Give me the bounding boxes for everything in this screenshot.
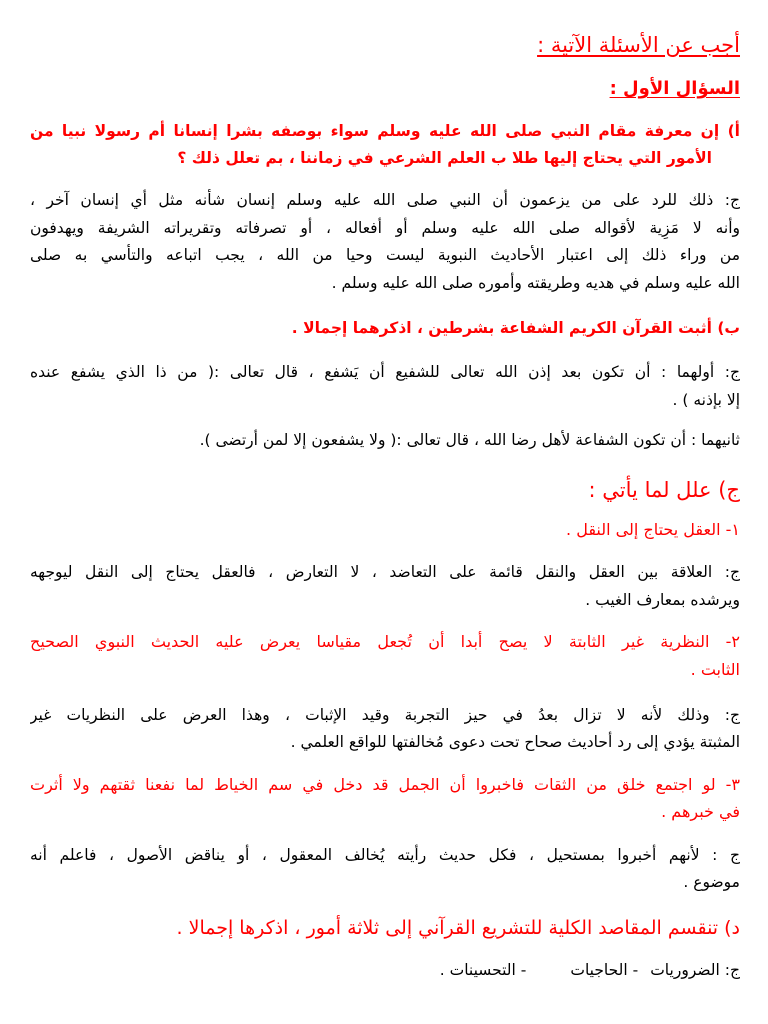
part-b-answer-line-2: إلا بإذنه ) . bbox=[672, 391, 740, 409]
question-1-title: السؤال الأول : bbox=[609, 78, 740, 99]
reason-2-prompt-line-2: الثابت . bbox=[690, 660, 740, 679]
part-b-question: ب) أثبت القرآن الكريم الشفاعة بشرطين ، اذكرهما إجمالا . bbox=[291, 319, 740, 337]
part-a-question-line-1: أ) إن معرفة مقام النبي صلى الله عليه وسلم سواء بوصفه بشرا إنسانا أم رسولا نبيا من bbox=[30, 122, 740, 140]
reason-1-answer-line-1: ج: العلاقة بين العقل والنقل قائمة على التعاضد ، لا التعارض ، فالعقل يحتاج إلى النقل ليوجهه bbox=[30, 563, 740, 581]
reason-3-answer-line-2: موضوع . bbox=[683, 873, 740, 891]
page-instruction-heading: أجب عن الأسئلة الآتية : bbox=[537, 33, 740, 57]
part-b-answer-line-1: ج: أولهما : أن تكون بعد إذن الله تعالى للشفيع أن يَشفع ، قال تعالى :( من ذا الذي يشفع عنده bbox=[30, 363, 740, 381]
part-a-answer-line-1: ج: ذلك للرد على من يزعمون أن النبي صلى الله عليه وسلم إنسان شأنه مثل أي إنسان آخر ، bbox=[30, 191, 740, 209]
part-a-answer-line-3: من وراء ذلك إلى اعتبار الأحاديث النبوية ليست وحيا من الله ، يجب اتباعه والتأسي به صلى bbox=[30, 246, 740, 264]
part-d-answer-item-2: - الحاجيات bbox=[570, 961, 639, 979]
part-d-answer-item-3: - التحسينات . bbox=[439, 961, 527, 979]
reason-3-prompt-line-1: ٣- لو اجتمع خلق من الثقات فاخبروا أن الجمل قد دخل في سم الخياط لما نفعنا ثقتهم ولا أثرت bbox=[30, 775, 740, 794]
reason-2-answer-line-1: ج: وذلك لأنه لا تزال بعدُ في حيز التجربة وقيد الإثبات ، وهذا العرض على النظريات غير bbox=[30, 706, 740, 724]
part-b-answer-line-3: ثانيهما : أن تكون الشفاعة لأهل رضا الله ، قال تعالى :( ولا يشفعون إلا لمن أرتضى ). bbox=[199, 431, 740, 449]
part-a-answer-line-4: الله عليه وسلم في هديه وطريقته وأموره صلى الله عليه وسلم . bbox=[331, 274, 740, 292]
part-d-question: د) تنقسم المقاصد الكلية للتشريع القرآني إلى ثلاثة أمور ، اذكرها إجمالا . bbox=[176, 917, 740, 939]
reason-3-prompt-line-2: في خبرهم . bbox=[661, 802, 740, 821]
part-d-answer-item-1: ج: الضروريات bbox=[650, 961, 740, 979]
reason-1-answer-line-2: ويرشده بمعارف الغيب . bbox=[585, 591, 740, 609]
part-a-answer-line-2: وأنه لا مَزِية لأقواله صلى الله عليه وسلم أو أفعاله ، أو تصرفاته وتقريراته الشريفة ويهدفون bbox=[30, 219, 740, 237]
part-d-answer bbox=[30, 957, 740, 983]
part-a-question-line-2: الأمور التي يحتاج إليها طلا ب العلم الشرعي في زماننا ، بم تعلل ذلك ؟ bbox=[177, 149, 712, 167]
reason-3-answer-line-1: ج : لأنهم أخبروا بمستحيل ، فكل حديث رأيته يُخالف المعقول ، أو يناقض الأصول ، فاعلم أنه bbox=[30, 846, 740, 864]
part-c-question: ج) علل لما يأتي : bbox=[588, 478, 740, 502]
reason-2-prompt-line-1: ٢- النظرية غير الثابتة لا يصح أبدا أن تُجعل مقياسا يعرض عليه الحديث النبوي الصحيح bbox=[30, 632, 740, 651]
reason-1-prompt-line-1: ١- العقل يحتاج إلى النقل . bbox=[566, 520, 740, 539]
reason-2-answer-line-2: المثبتة يؤدي إلى رد أحاديث صحاح تحت دعوى مُخالفتها للواقع العلمي . bbox=[290, 733, 740, 751]
